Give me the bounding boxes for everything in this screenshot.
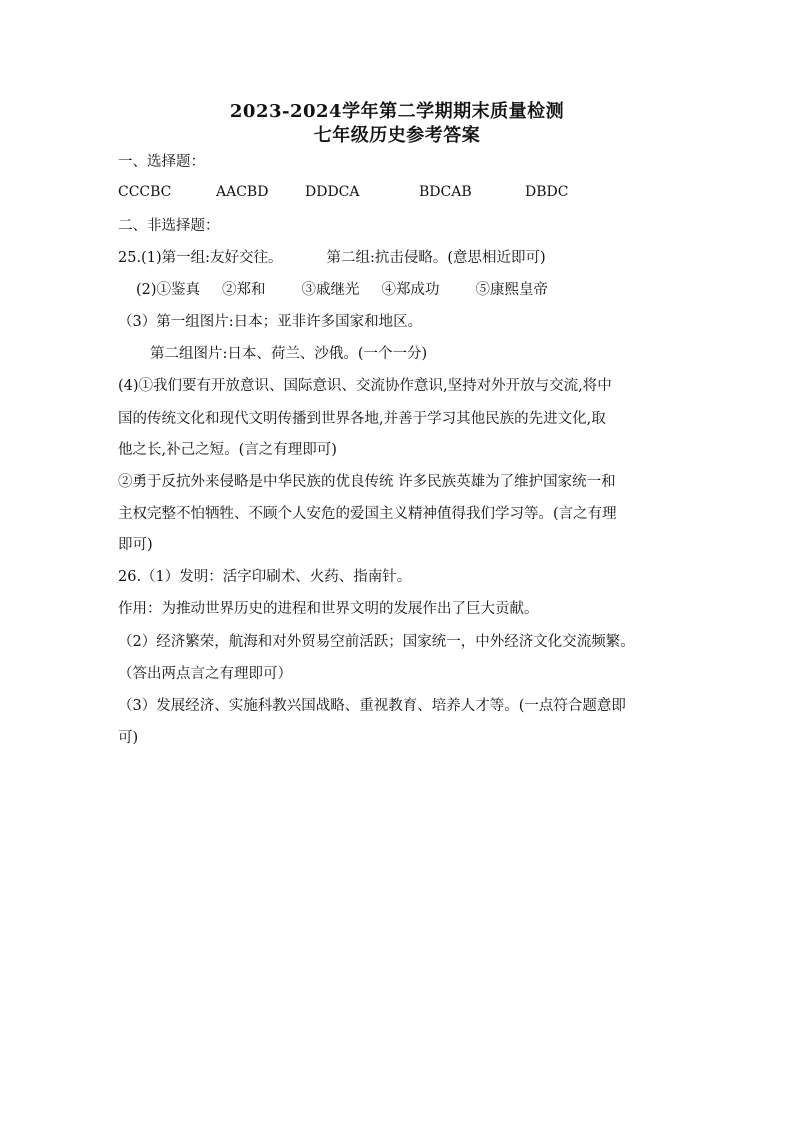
q26-part1-line2: 作用：为推动世界历史的进程和世界文明的发展作出了巨大贡献。	[118, 601, 539, 617]
q26-part1-line1: 26.（1）发明：活字印刷术、火药、指南针。	[118, 569, 412, 585]
q26-part2-line1: （2）经济繁荣，航海和对外贸易空前活跃；国家统一，中外经济文化交流频繁。	[118, 634, 635, 650]
q26-part3-line1: （3）发展经济、实施科教兴国战略、重视教育、培养人才等。(一点符合题意即	[118, 698, 626, 714]
q25-part3-group2: 第二组图片:日本、荷兰、沙俄。(一个一分)	[150, 346, 428, 362]
choice-answers-16-20: BDCAB	[419, 184, 472, 200]
q25-part1-group1: 25.(1)第一组:友好交往。	[118, 250, 283, 266]
section-heading-choice: 一、选择题：	[118, 154, 205, 170]
q25-part2-item: ①鉴真	[156, 282, 201, 298]
q25-part2-item: ③戚继光	[301, 282, 360, 298]
section-heading-nonchoice: 二、非选择题：	[118, 218, 220, 234]
choice-answers-1-5: CCCBC	[118, 184, 172, 200]
q25-part4-line6: 即可)	[118, 537, 153, 553]
choice-answers-21-24: DBDC	[525, 184, 569, 200]
q25-part4-line4: ②勇于反抗外来侵略是中华民族的优良传统 许多民族英雄为了维护国家统一和	[118, 474, 616, 490]
document-subtitle: 七年级历史参考答案	[313, 125, 481, 146]
q25-part4-line2: 国的传统文化和现代文明传播到世界各地,并善于学习其他民族的先进文化,取	[118, 411, 606, 427]
q25-part2-item: ⑤康熙皇帝	[475, 282, 549, 298]
choice-answers-6-10: AACBD	[216, 184, 269, 200]
q25-part4-line3: 他之长,补己之短。(言之有理即可)	[118, 442, 337, 458]
q25-part2-item: ②郑和	[222, 282, 266, 298]
q25-part3-group1: （3）第一组图片:日本；亚非许多国家和地区。	[118, 314, 423, 330]
q25-part1-group2: 第二组:抗击侵略。(意思相近即可)	[326, 250, 546, 266]
q25-part2	[136, 280, 706, 300]
q26-part2-line2: （答出两点言之有理即可）	[118, 666, 292, 682]
q25-part1	[118, 248, 688, 268]
q25-part4-line1: (4)①我们要有开放意识、国际意识、交流协作意识,坚持对外开放与交流,将中	[118, 378, 612, 394]
q25-part4-line5: 主权完整不怕牺牲、不顾个人安危的爱国主义精神值得我们学习等。(言之有理	[118, 506, 617, 522]
q25-part2-item: ④郑成功	[381, 282, 440, 298]
q26-part3-line2: 可)	[118, 730, 139, 746]
document-title: 2023-2024学年第二学期期末质量检测	[229, 101, 565, 122]
q25-part2-label: (2)	[136, 282, 157, 298]
choice-answers-11-15: DDDCA	[305, 184, 360, 200]
